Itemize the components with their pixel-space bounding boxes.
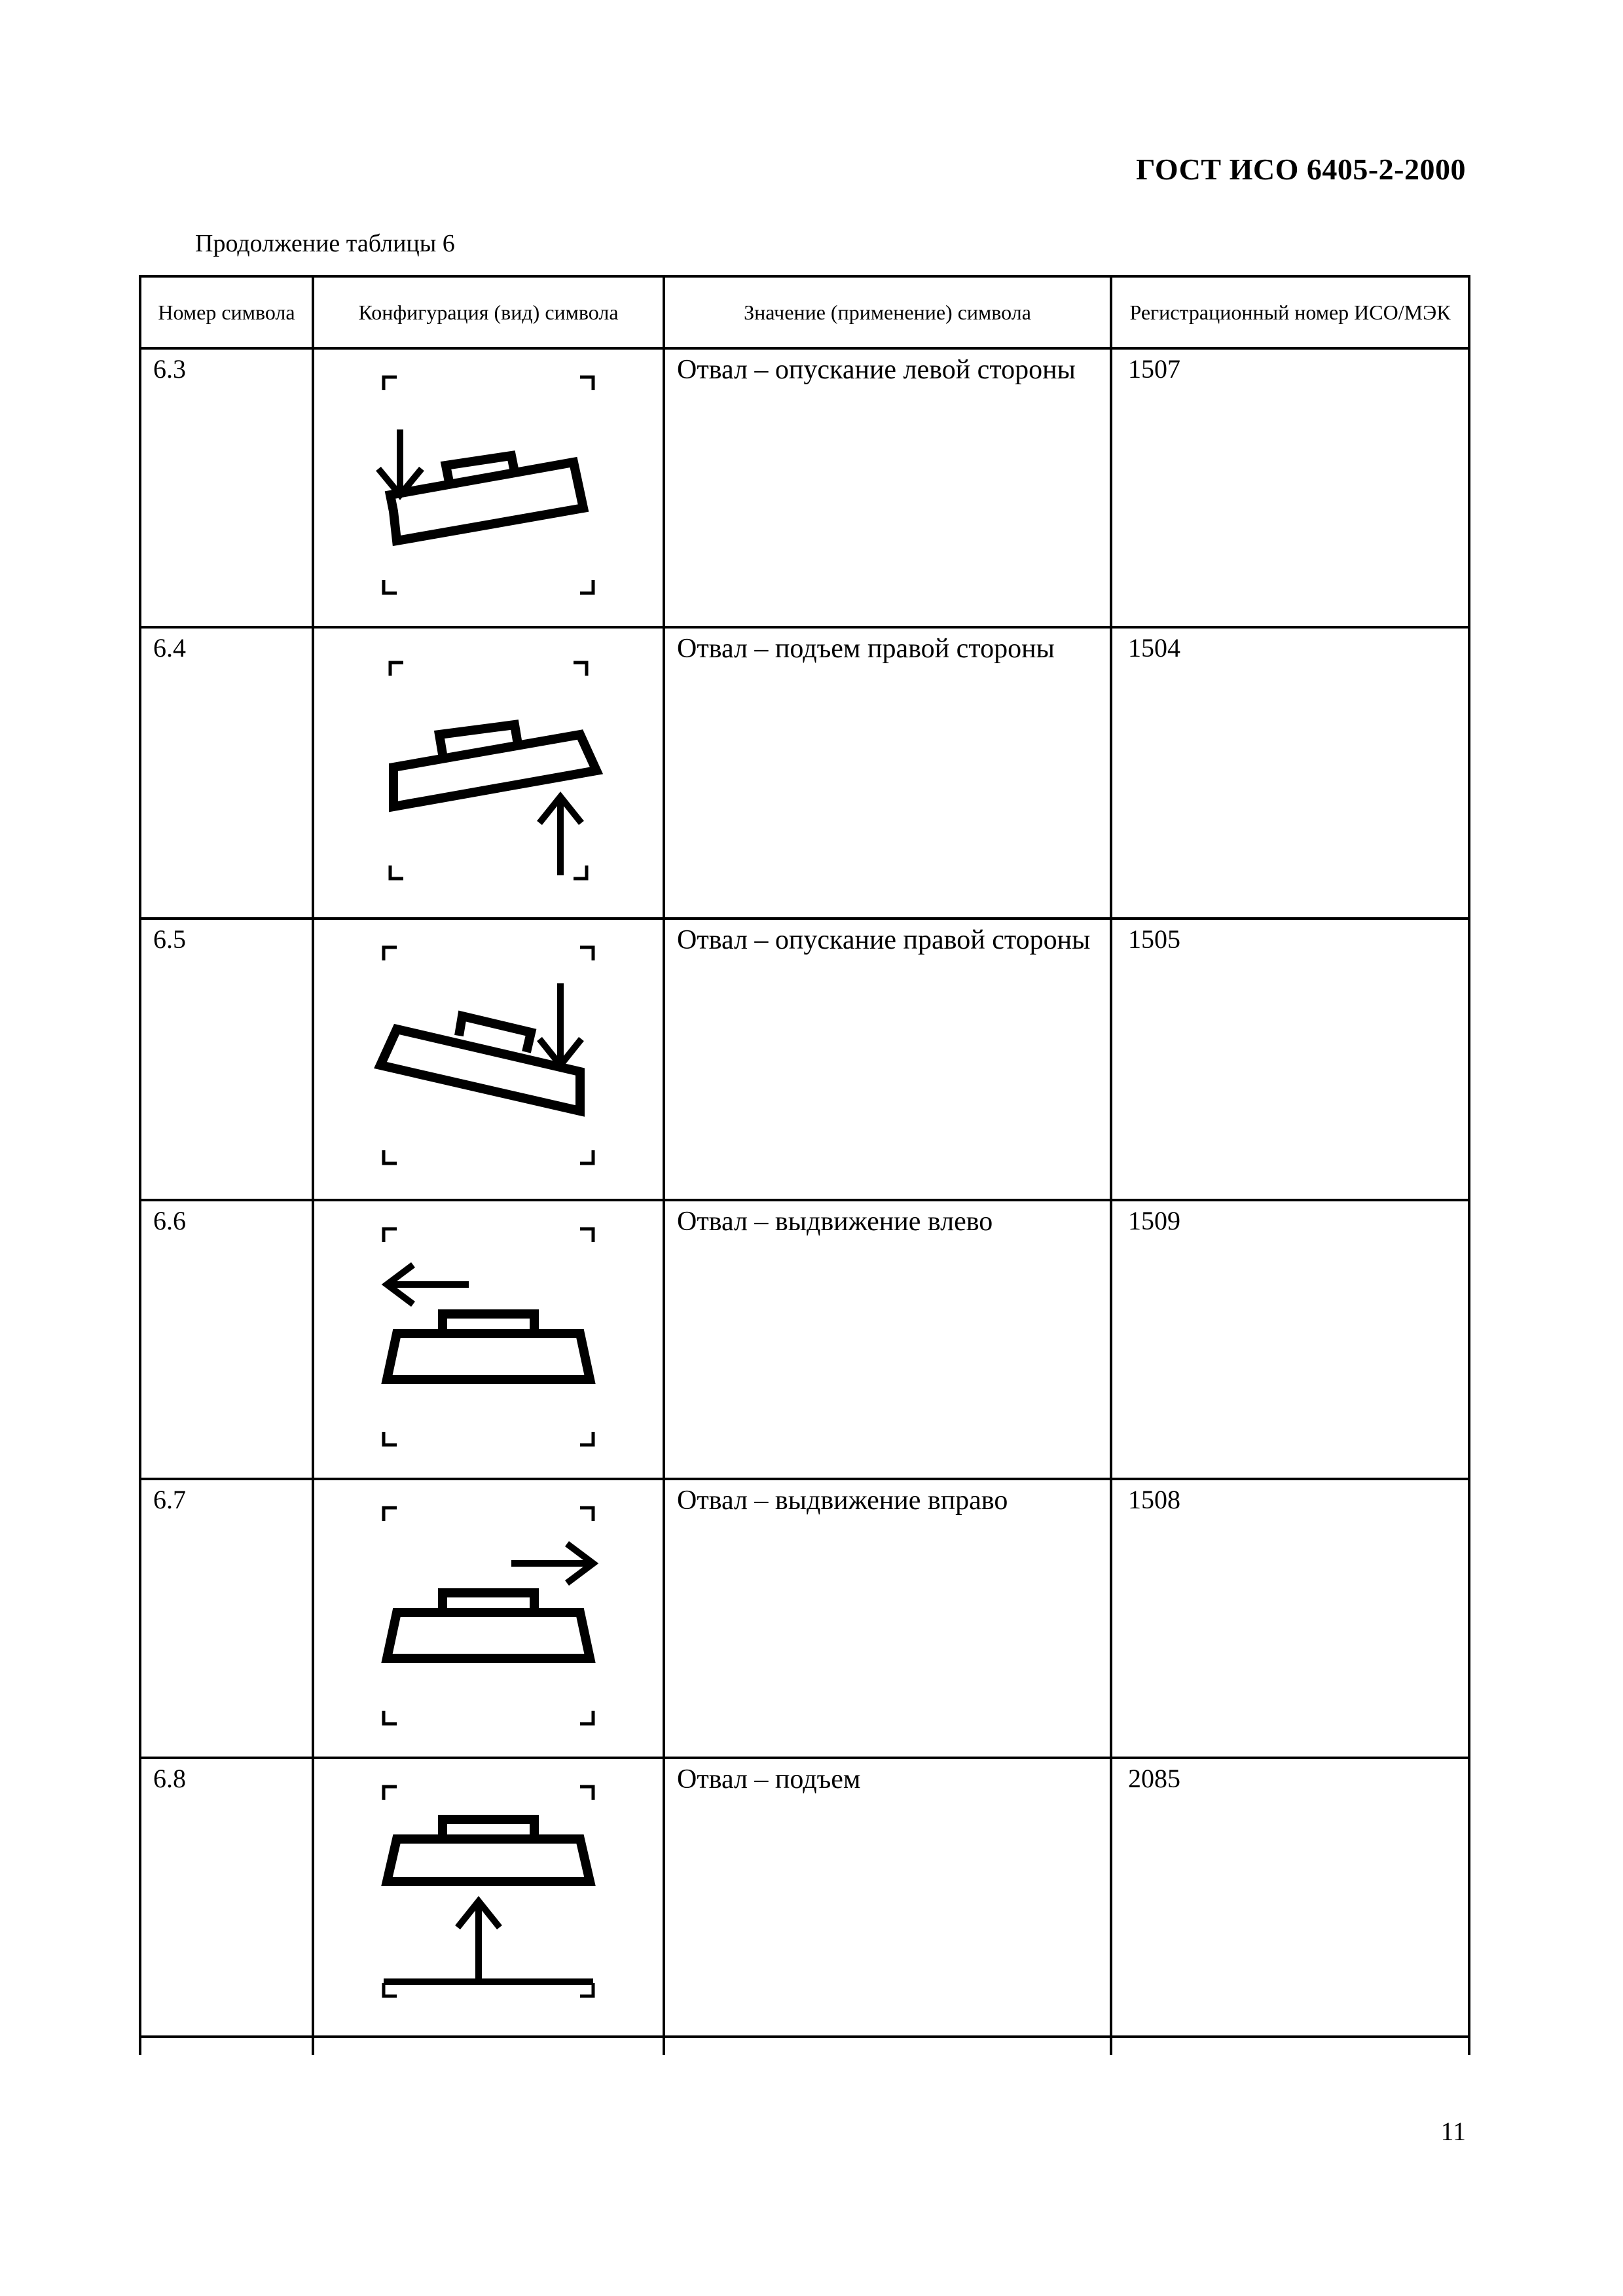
symbol-configuration: [313, 919, 664, 1200]
symbol-configuration: [313, 1479, 664, 1758]
symbol-number: 6.4: [140, 627, 313, 919]
blade-lower-left-icon: [371, 364, 606, 606]
table-row: [140, 1758, 1469, 2037]
symbol-meaning: Отвал – выдвижение вправо: [664, 1479, 1111, 1758]
table-caption: Продолжение таблицы 6: [195, 230, 455, 257]
blade-raise-right-icon: [371, 643, 606, 892]
column-header-number: Номер символа: [140, 276, 313, 348]
symbol-meaning: Отвал – подъем правой стороны: [664, 627, 1111, 919]
symbol-number: 6.7: [140, 1479, 313, 1758]
symbols-table: [139, 275, 1468, 2036]
table-row: [140, 1479, 1469, 1758]
symbol-meaning: Отвал – выдвижение влево: [664, 1200, 1111, 1479]
symbol-number: 6.8: [140, 1758, 313, 2037]
table-row: [140, 1200, 1469, 1479]
table-header-row: [140, 276, 1469, 348]
page-number: 11: [1440, 2117, 1466, 2146]
symbol-meaning: Отвал – опускание правой стороны: [664, 919, 1111, 1200]
registration-number: 2085: [1111, 1758, 1469, 2037]
symbol-configuration: [313, 1200, 664, 1479]
blade-raise-icon: [371, 1774, 606, 2016]
registration-number: 1508: [1111, 1479, 1469, 1758]
column-header-registration: Регистрационный номер ИСО/МЭК: [1111, 276, 1469, 348]
symbol-configuration: [313, 1758, 664, 2037]
symbol-number: 6.5: [140, 919, 313, 1200]
registration-number: 1504: [1111, 627, 1469, 919]
blade-shift-right-icon: [371, 1495, 606, 1737]
table-row: [140, 627, 1469, 919]
table-row: [140, 348, 1469, 627]
symbol-meaning: Отвал – подъем: [664, 1758, 1111, 2037]
symbol-number: 6.3: [140, 348, 313, 627]
symbol-meaning: Отвал – опускание левой стороны: [664, 348, 1111, 627]
column-header-configuration: Конфигурация (вид) символа: [313, 276, 664, 348]
blade-shift-left-icon: [371, 1216, 606, 1458]
registration-number: 1507: [1111, 348, 1469, 627]
table-row-continuation: [140, 2037, 1469, 2055]
column-header-meaning: Значение (применение) символа: [664, 276, 1111, 348]
document-code: ГОСТ ИСО 6405-2-2000: [1136, 153, 1466, 186]
symbol-configuration: [313, 348, 664, 627]
symbol-configuration: [313, 627, 664, 919]
blade-lower-right-icon: [371, 934, 606, 1176]
registration-number: 1505: [1111, 919, 1469, 1200]
symbol-number: 6.6: [140, 1200, 313, 1479]
table-row: [140, 919, 1469, 1200]
registration-number: 1509: [1111, 1200, 1469, 1479]
